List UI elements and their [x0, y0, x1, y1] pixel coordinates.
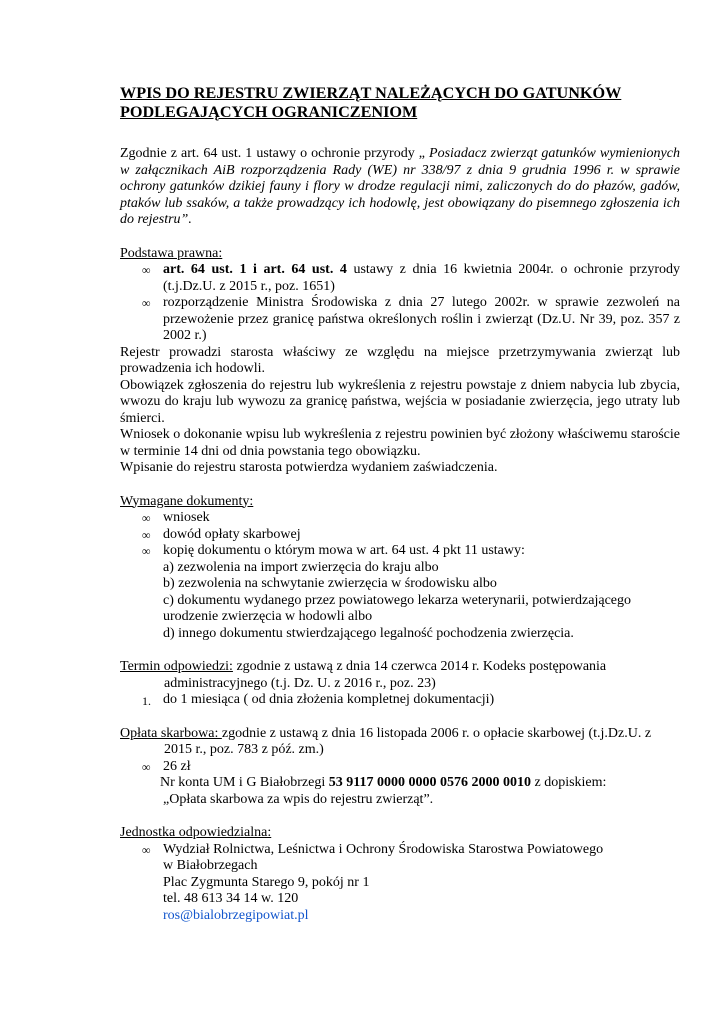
fee-amount: 26 zł	[163, 758, 191, 774]
bullet-icon: ∞	[142, 527, 151, 542]
list-item	[120, 692, 680, 709]
fee-note: „Opłata skarbowa za wpis do rejestru zwierząt”.	[163, 791, 434, 807]
document-item-text: kopię dokumentu o którym mowa w art. 64 ust. 4 pkt 11 ustawy:	[163, 543, 525, 558]
intro-lead: Zgodnie z art. 64 ust. 1 ustawy o ochronie przyrody „	[120, 146, 430, 161]
account-number: 53 9117 0000 0000 0576 2000 0010	[328, 775, 531, 790]
registry-paragraph: Rejestr prowadzi starosta właściwy ze względu na miejsce przetrzymywania zwierząt lub prowadzenia ich hodowli.	[120, 344, 680, 376]
list-item	[120, 759, 680, 776]
confirmation-paragraph: Wpisanie do rejestru starosta potwierdza wydaniem zaświadczenia.	[120, 460, 498, 475]
list-item	[120, 262, 680, 295]
account-tail: z dopiskiem:	[530, 775, 607, 790]
list-item	[120, 842, 680, 859]
fee-text: zgodnie z ustawą z dnia 16 listopada 2006 r. o opłacie skarbowej (t.j.Dz.U. z 2015 r., poz. 783 z póź. zm.)	[164, 725, 652, 757]
intro-paragraph	[120, 146, 680, 229]
unit-address: Plac Zygmunta Starego 9, pokój nr 1	[163, 874, 370, 890]
fee-list	[120, 759, 680, 776]
bullet-icon: ∞	[142, 263, 151, 277]
unit-name: Wydział Rolnictwa, Leśnictwa i Ochrony Środowiska Starostwa Powiatowego	[163, 841, 604, 857]
account-lead: Nr konta UM i G Białobrzegi	[160, 775, 329, 790]
deadline-text: zgodnie z ustawą z dnia 14 czerwca 2014 r. Kodeks postępowania administracyjnego (t.j. Dz. U. z 2016 r., poz. 23)	[164, 659, 607, 691]
obligation-paragraph: Obowiązek zgłoszenia do rejestru lub wykreślenia z rejestru powstaje z dniem nabycia lub zbycia, wwozu do kraju lub wywozu za granicę państwa, wejścia w posiadanie zwierzęcia, jego utraty lub śmierci.	[120, 377, 680, 426]
list-item	[120, 543, 680, 560]
bullet-icon: ∞	[142, 759, 151, 774]
application-paragraph: Wniosek o dokonanie wpisu lub wykreślenia z rejestru powinien być złożony właściwemu staroście w terminie 14 dni od dnia powstania tego obowiązku.	[120, 427, 680, 459]
fee-heading: Opłata skarbowa:	[120, 725, 222, 741]
unit-city: w Białobrzegach	[163, 858, 258, 873]
unit-heading: Jednostka odpowiedzialna:	[120, 825, 272, 840]
documents-heading: Wymagane dokumenty:	[120, 493, 254, 509]
intro-citation: Posiadacz zwierząt gatunków wymienionych w załącznikach AiB rozporządzenia Rady (WE) nr 338/97 z dnia 9 grudnia 1996 r. w sprawie ochrony gatunków dzikiej fauny i flory w drodze regulacji nimi, zaliczonych do do płazów, gadów, ptaków lub ssaków, a także prowadzący ich hodowlę, jest obowiązany do pisemnego zgłoszenia ich do rejestru”.	[120, 146, 680, 227]
list-item	[120, 510, 680, 527]
documents-list	[120, 510, 680, 560]
document-subitem-a: a) zezwolenia na import zwierzęcia do kraju albo	[163, 559, 439, 575]
document-subitem-b: b) zezwolenia na schwytanie zwierzęcia w środowisku albo	[163, 576, 497, 591]
list-item	[120, 295, 680, 345]
email-link[interactable]: ros@bialobrzegipowiat.pl	[163, 907, 309, 923]
bullet-icon: ∞	[142, 842, 151, 857]
document-subitem-c: c) dokumentu wydanego przez powiatowego lekarza weterynarii, potwierdzającego urodzenie zwierzęcia w hodowli albo	[163, 592, 632, 624]
deadline-list	[120, 692, 680, 709]
legal-basis-item2-text: rozporządzenie Ministra Środowiska z dnia 27 lutego 2002r. w sprawie zezwoleń na przewożenie przez granicę państwa określonych roślin i zwierząt (Dz.U. Nr 39, poz. 357 z 2002 r.)	[163, 295, 680, 343]
deadline-item-text: do 1 miesiąca ( od dnia złożenia kompletnej dokumentacji)	[163, 692, 495, 707]
unit-email-line	[120, 908, 680, 925]
document-item-text: wniosek	[163, 510, 210, 525]
deadline-heading: Termin odpowiedzi:	[120, 659, 233, 674]
bullet-icon: ∞	[142, 544, 151, 558]
legal-basis-heading: Podstawa prawna:	[120, 245, 223, 261]
unit-list	[120, 842, 680, 859]
list-number: 1.	[142, 694, 151, 708]
list-item	[120, 527, 680, 544]
document-subitem-d: d) innego dokumentu stwierdzającego legalność pochodzenia zwierzęcia.	[163, 625, 574, 641]
legal-basis-list	[120, 262, 680, 345]
bank-account-line	[120, 775, 680, 792]
legal-basis-item1-text: ustawy z dnia 16 kwietnia 2004r. o ochronie przyrody (t.j.Dz.U. z 2015 r., poz. 1651)	[163, 262, 680, 294]
bullet-icon: ∞	[142, 511, 151, 525]
deadline-paragraph	[120, 659, 680, 692]
unit-phone: tel. 48 613 34 14 w. 120	[163, 891, 299, 906]
legal-basis-item1-bold: art. 64 ust. 1 i art. 64 ust. 4	[163, 262, 347, 277]
page-title: WPIS DO REJESTRU ZWIERZĄT NALEŻĄCYCH DO GATUNKÓW PODLEGAJĄCYCH OGRANICZENIOM	[120, 84, 622, 121]
document-item-text: dowód opłaty skarbowej	[163, 526, 301, 542]
document-page	[120, 84, 680, 924]
bullet-icon: ∞	[142, 296, 151, 310]
fee-paragraph	[120, 726, 680, 759]
